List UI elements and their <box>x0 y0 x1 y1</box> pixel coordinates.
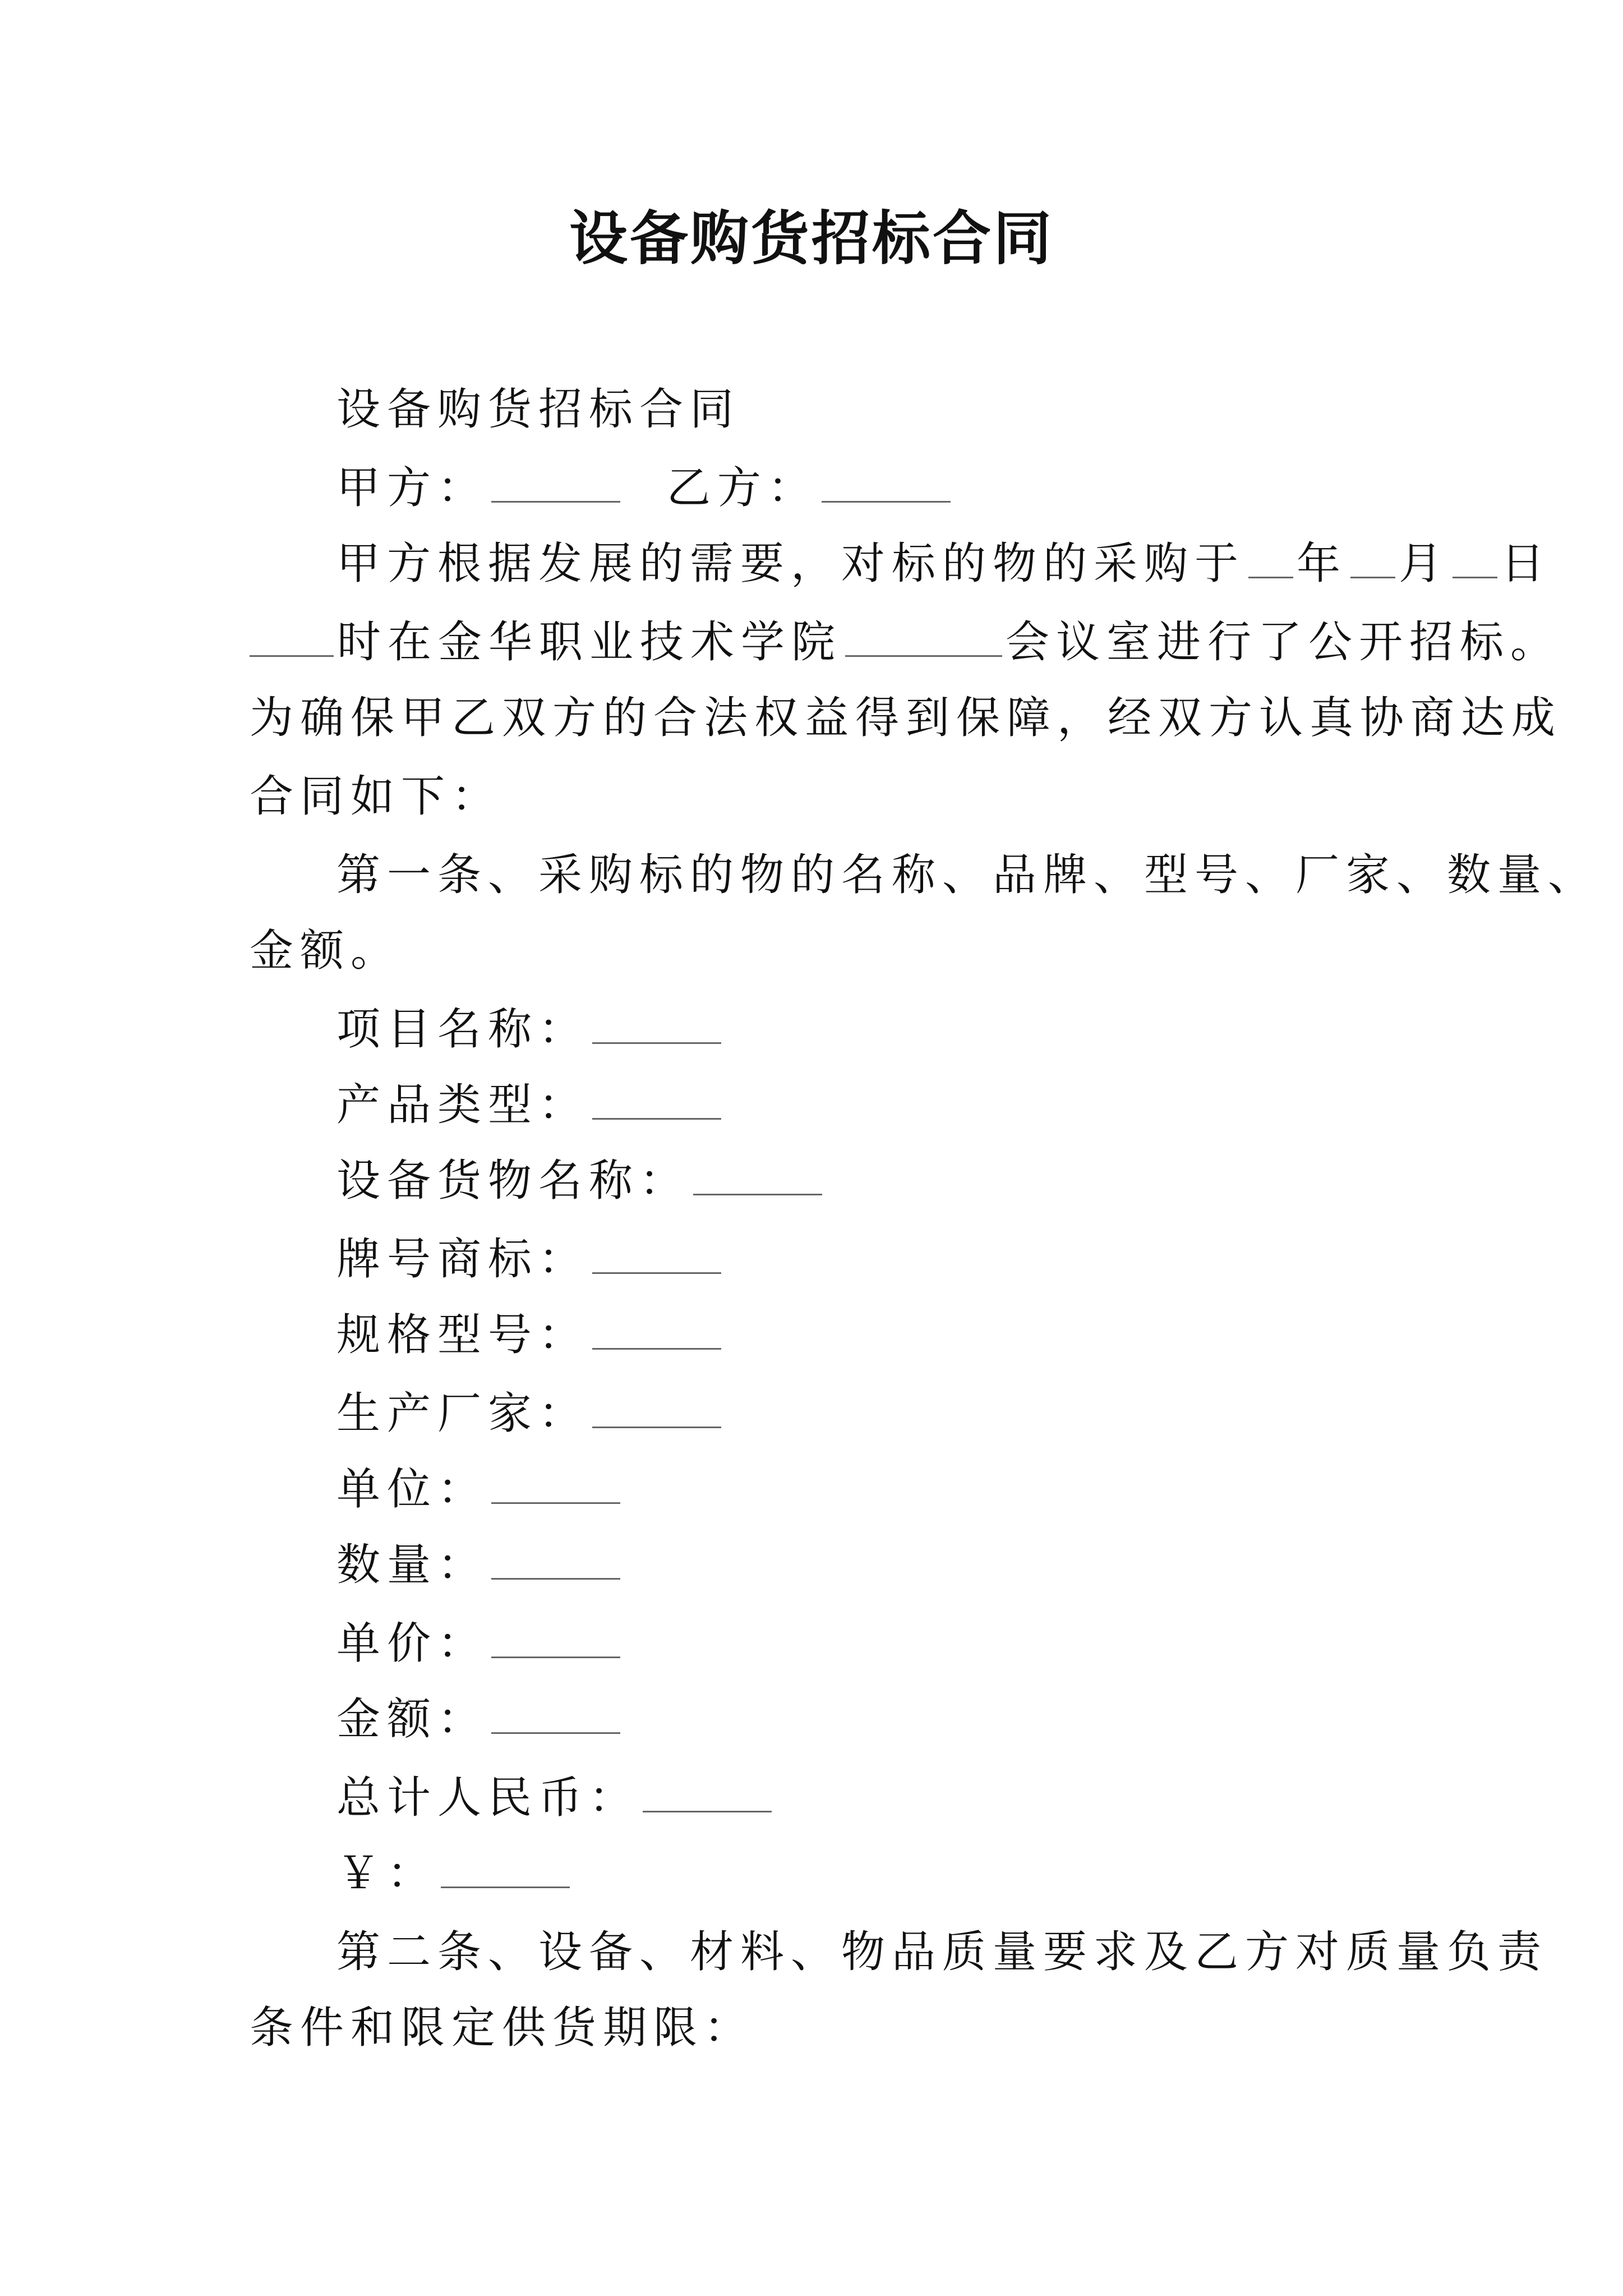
field-blank <box>592 1003 721 1044</box>
field-blank <box>491 1539 620 1580</box>
article-2-line-1: 第二条、设备、材料、物品质量要求及乙方对质量负责 <box>336 1927 1548 1977</box>
room-blank <box>845 616 1002 657</box>
intro-line-2 <box>250 614 1561 670</box>
field-blank <box>441 1847 570 1888</box>
field-blank <box>592 1309 721 1350</box>
field-amount: 金额： <box>336 1691 624 1747</box>
field-blank <box>592 1233 721 1274</box>
day-blank <box>1453 537 1497 578</box>
field-blank <box>592 1387 721 1428</box>
intro-line-1 <box>336 536 1551 592</box>
field-equipment-name: 设备货物名称： <box>336 1153 826 1209</box>
year-label: 年 <box>1297 539 1348 589</box>
field-blank <box>491 1463 620 1504</box>
intro-location-suffix: 会议室进行了公开招标。 <box>1006 617 1561 668</box>
party-b-label: 乙方： <box>666 463 818 513</box>
year-blank <box>1248 537 1293 578</box>
article-2-line-2: 条件和限定供货期限： <box>250 2003 755 2053</box>
field-brand: 牌号商标： <box>336 1231 725 1287</box>
intro-line-4: 合同如下： <box>250 771 502 822</box>
document-title: 设备购货招标合同 <box>569 204 1054 273</box>
month-label: 月 <box>1399 539 1450 589</box>
hour-blank <box>250 616 334 657</box>
field-model: 规格型号： <box>336 1307 725 1363</box>
field-yuan-symbol: ￥： <box>336 1846 573 1902</box>
field-product-type: 产品类型： <box>336 1077 725 1133</box>
intro-line-3: 为确保甲乙双方的合法权益得到保障，经双方认真协商达成 <box>250 693 1562 743</box>
field-unit: 单位： <box>336 1461 624 1517</box>
party-b-blank <box>822 462 951 503</box>
intro-location: 时在金华职业技术学院 <box>337 617 842 668</box>
intro-text: 甲方根据发展的需要，对标的物的采购于 <box>336 539 1246 589</box>
month-blank <box>1350 537 1395 578</box>
subtitle: 设备购货招标合同 <box>336 384 741 435</box>
field-blank <box>491 1617 620 1658</box>
field-blank <box>592 1079 721 1120</box>
field-blank <box>643 1772 772 1812</box>
field-unit-price: 单价： <box>336 1616 624 1672</box>
party-a-label: 甲方： <box>336 463 488 513</box>
field-quantity: 数量： <box>336 1537 624 1593</box>
party-a-blank <box>491 462 620 503</box>
field-manufacturer: 生产厂家： <box>336 1386 725 1442</box>
field-project-name: 项目名称： <box>336 1001 725 1057</box>
parties-line <box>336 460 954 516</box>
article-1-line-1: 第一条、采购标的物的名称、品牌、型号、厂家、数量、 <box>336 850 1599 900</box>
field-blank <box>491 1693 620 1734</box>
field-blank <box>693 1154 822 1195</box>
day-label: 日 <box>1501 539 1552 589</box>
field-total-rmb: 总计人民币： <box>336 1770 775 1826</box>
article-1-line-2: 金额。 <box>250 926 402 976</box>
